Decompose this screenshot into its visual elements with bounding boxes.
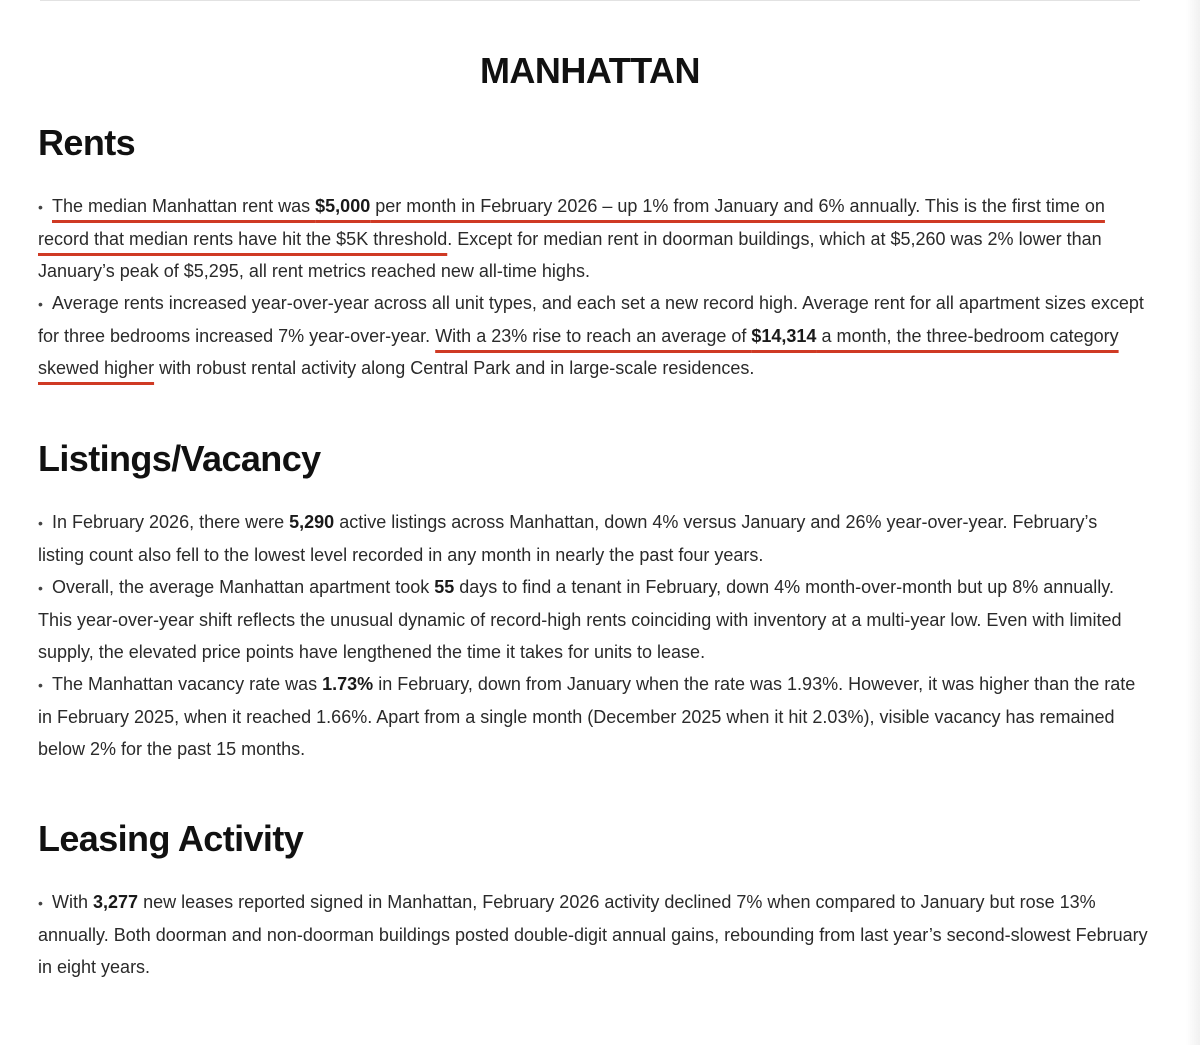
bold-figure: 3,277 [93,892,139,912]
bullet-icon: • [38,895,43,911]
leasing-activity-heading: Leasing Activity [38,818,304,859]
listings-paragraph-days [38,571,1148,668]
body-text: In February 2026, there were [52,512,290,532]
bullet-icon: • [38,580,43,596]
rents-paragraph-median [38,190,1148,287]
bullet-icon: • [38,677,43,693]
highlighted-text: a month, the three-bedroom category skewed higher [38,326,1119,378]
listings-vacancy-heading: Listings/Vacancy [38,438,321,479]
body-text: in February, down from January when the rate was 1.93%. However, it was higher than the rate in February 2025, when it reached 1.66%. Apart from a single month (December 2025 when it hit 2.03%), visible vacancy has remained below 2% for the past 15 months. [38,674,1136,759]
leasing-paragraph-new-leases [38,886,1148,983]
leasing-activity-section [38,886,1148,983]
page-edge-shadow [1186,0,1200,1045]
bullet-icon: • [38,199,43,215]
page-title: MANHATTAN [479,50,701,91]
highlighted-text: With a 23% rise to reach an average of [435,326,752,346]
bullet-icon: • [38,515,43,531]
bullet-icon: • [38,296,43,312]
listings-paragraph-active [38,506,1148,571]
rents-paragraph-average [38,287,1148,384]
body-text: Overall, the average Manhattan apartment took [52,577,435,597]
highlighted-figure: $5,000 [315,196,371,216]
body-text: . Except for median rent in doorman buildings, which at $5,260 was 2% lower than January’s peak of $5,295, all rent metrics reached new all-time highs. [38,229,1102,281]
body-text: with robust rental activity along Central Park and in large-scale residences. [154,358,755,378]
rents-heading: Rents [38,122,136,163]
listings-paragraph-vacancy [38,668,1148,765]
body-text: active listings across Manhattan, down 4% versus January and 26% year-over-year. February’s listing count also fell to the lowest level recorded in any month in nearly the past four years. [38,512,1098,565]
highlighted-figure: $14,314 [751,326,817,346]
body-text: The Manhattan vacancy rate was [52,674,323,694]
rents-section [38,190,1148,384]
top-divider [40,0,1140,1]
body-text: days to find a tenant in February, down 4% month-over-month but up 8% annually. This year-over-year shift reflects the unusual dynamic of record-high rents coinciding with inventory at a multi-year low. Even with limited supply, the elevated price points have lengthened the time it takes for units to lease. [38,577,1122,662]
body-text: With [52,892,94,912]
bold-figure: 55 [434,577,455,597]
listings-vacancy-section [38,506,1148,765]
body-text: new leases reported signed in Manhattan, February 2026 activity declined 7% when compared to January but rose 13% annually. Both doorman and non-doorman buildings posted double-digit annual gains, rebounding from last year’s second-slowest February in eight years. [38,892,1148,977]
bold-figure: 1.73% [322,674,374,694]
body-text: Average rents increased year-over-year across all unit types, and each set a new record high. Average rent for all apartment sizes except for three bedrooms increased 7% year-over-year. [38,293,1144,346]
highlighted-text: The median Manhattan rent was [52,196,316,216]
highlighted-text: per month in February 2026 – up 1% from January and 6% annually. This is the first time on record that median rents have hit the $5K threshold [38,196,1105,249]
bold-figure: 5,290 [289,512,335,532]
